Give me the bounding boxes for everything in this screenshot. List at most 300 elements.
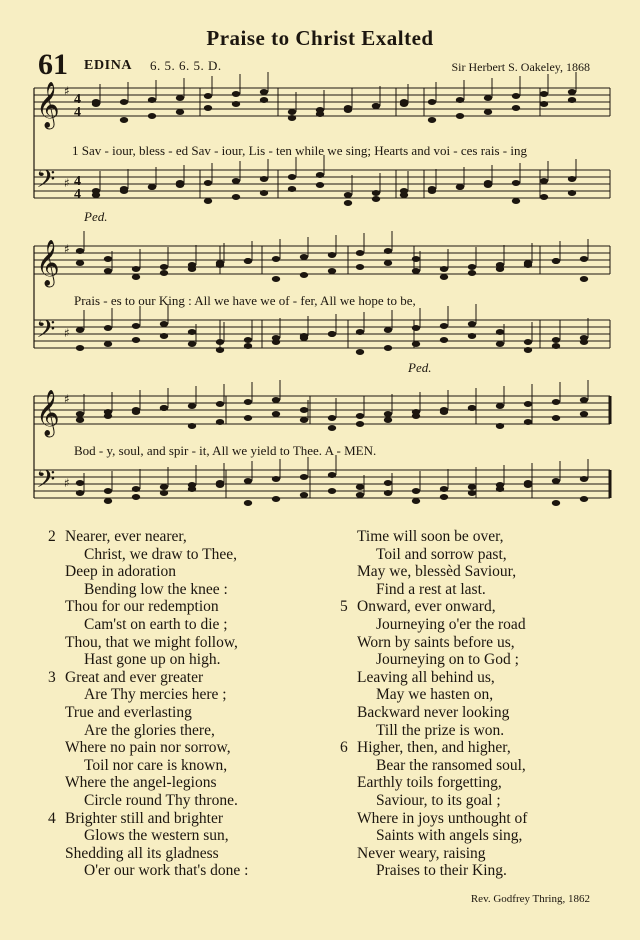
note-head — [120, 188, 128, 194]
treble-clef-icon: 𝄞 — [36, 82, 60, 128]
note-head — [188, 341, 196, 347]
verse-line — [340, 546, 600, 564]
sharp-icon: ♯ — [64, 84, 70, 98]
verse-line — [48, 616, 328, 634]
note-head — [244, 415, 252, 421]
note-head — [76, 480, 84, 486]
note-head — [552, 399, 560, 405]
note-head — [300, 272, 308, 278]
lyric-line-1: 1 Sav - iour, bless - ed Sav - iour, Lis - ten while we sing; Hearts and voi - ces rais - ing — [72, 143, 527, 158]
note-head — [456, 113, 464, 119]
note-head — [272, 476, 280, 482]
verse-line — [340, 651, 600, 669]
note-head — [188, 403, 196, 409]
note-head — [580, 411, 588, 417]
verse-text: Deep in adoration — [65, 563, 177, 581]
verse-line — [48, 739, 328, 757]
verse-text: Where in joys unthought of — [357, 809, 528, 827]
note-head — [76, 490, 84, 496]
note-head — [104, 413, 112, 419]
note-head — [356, 250, 364, 256]
note-head — [580, 339, 588, 345]
verse-text: Saviour, to its goal ; — [376, 791, 501, 809]
note-head — [356, 264, 364, 270]
verse-line — [48, 845, 328, 863]
verse-text: O'er our work that's done : — [84, 862, 249, 880]
note-head — [496, 423, 504, 429]
verse-text: May we hasten on, — [376, 686, 494, 704]
note-head — [76, 260, 84, 266]
note-head — [260, 190, 268, 196]
note-head — [356, 413, 364, 419]
verse-line — [340, 739, 600, 757]
note-head — [328, 488, 336, 494]
verse-line — [340, 810, 600, 828]
note-head — [176, 180, 184, 186]
note-head — [188, 329, 196, 335]
note-head — [552, 258, 560, 264]
time-signature-top: 4 — [74, 92, 81, 107]
verse-text: Nearer, ever nearer, — [65, 528, 187, 545]
verses-right-column — [340, 528, 600, 880]
verse-text: Toil and sorrow past, — [376, 545, 507, 563]
note-head — [372, 190, 380, 196]
note-head — [328, 268, 336, 274]
verse-line — [48, 669, 328, 687]
note-head — [356, 349, 364, 355]
note-head — [580, 397, 588, 403]
note-head — [104, 325, 112, 331]
verse-number: 6 — [340, 739, 348, 757]
note-head — [524, 347, 532, 353]
note-head — [412, 341, 420, 347]
note-head — [540, 91, 548, 97]
sharp-icon: ♯ — [64, 242, 70, 256]
note-head — [188, 423, 196, 429]
verse-text: Leaving all behind us, — [357, 668, 495, 686]
verses-left-column — [48, 528, 328, 880]
note-head — [204, 93, 212, 99]
time-signature-bottom: 4 — [74, 105, 81, 120]
note-head — [568, 190, 576, 196]
note-head — [288, 186, 296, 192]
verse-text: Time will soon be over, — [357, 528, 504, 545]
note-head — [384, 417, 392, 423]
note-head — [120, 99, 128, 105]
note-head — [524, 262, 532, 268]
note-head — [372, 103, 380, 109]
note-head — [456, 97, 464, 103]
note-head — [344, 107, 352, 113]
note-head — [160, 321, 168, 327]
verse-text: Backward never looking — [357, 703, 510, 721]
note-head — [272, 339, 280, 345]
note-head — [468, 484, 476, 490]
verse-line — [48, 862, 328, 880]
verse-text: Worn by saints before us, — [357, 633, 515, 651]
verse-line — [48, 563, 328, 581]
verse-line — [48, 810, 328, 828]
note-head — [412, 256, 420, 262]
note-head — [232, 194, 240, 200]
note-head — [260, 89, 268, 95]
note-head — [244, 500, 252, 506]
note-head — [384, 480, 392, 486]
note-head — [244, 337, 252, 343]
note-head — [120, 117, 128, 123]
verse-line — [340, 598, 600, 616]
note-head — [160, 333, 168, 339]
verse-line — [340, 563, 600, 581]
verse-line — [48, 704, 328, 722]
note-head — [568, 97, 576, 103]
note-head — [132, 409, 140, 415]
verse-line — [340, 686, 600, 704]
note-head — [104, 488, 112, 494]
note-head — [76, 327, 84, 333]
note-head — [580, 256, 588, 262]
verse-text: Hast gone up on high. — [84, 651, 221, 669]
verse-line — [340, 845, 600, 863]
verse-text: Journeying o'er the road — [376, 615, 526, 633]
note-head — [384, 490, 392, 496]
note-head — [104, 341, 112, 347]
sharp-icon: ♯ — [64, 176, 70, 190]
verse-text: Find a rest at last. — [376, 580, 486, 598]
note-head — [188, 486, 196, 492]
note-head — [132, 337, 140, 343]
note-head — [580, 276, 588, 282]
note-head — [496, 486, 504, 492]
author-credit: Rev. Godfrey Thring, 1862 — [470, 893, 590, 905]
note-head — [272, 496, 280, 502]
verse-text: Great and ever greater — [65, 668, 204, 686]
note-head — [384, 327, 392, 333]
note-head — [580, 476, 588, 482]
lyric-line-2: Prais - es to our King : All we have we of - fer, All we hope to be, — [74, 293, 416, 308]
note-head — [384, 345, 392, 351]
note-head — [132, 494, 140, 500]
note-head — [440, 486, 448, 492]
verse-line — [48, 634, 328, 652]
verse-text: Are the glories there, — [84, 721, 215, 739]
verse-text: Onward, ever onward, — [357, 598, 496, 616]
note-head — [160, 490, 168, 496]
verse-line — [48, 546, 328, 564]
verse-text: Higher, then, and higher, — [357, 739, 511, 757]
note-head — [132, 486, 140, 492]
note-head — [468, 321, 476, 327]
note-head — [76, 248, 84, 254]
note-head — [132, 274, 140, 280]
pedal-mark: Ped. — [84, 209, 108, 224]
verse-number: 3 — [48, 668, 56, 686]
verse-text: Praises to their King. — [376, 862, 507, 880]
note-head — [316, 172, 324, 178]
note-head — [160, 264, 168, 270]
verse-text: True and everlasting — [65, 703, 192, 721]
note-head — [244, 478, 252, 484]
note-head — [272, 411, 280, 417]
note-head — [132, 323, 140, 329]
note-head — [540, 178, 548, 184]
verse-text: Bending low the knee : — [84, 580, 228, 598]
verse-number: 2 — [48, 528, 56, 545]
verse-line — [48, 598, 328, 616]
note-head — [92, 99, 100, 105]
note-head — [552, 478, 560, 484]
note-head — [440, 274, 448, 280]
note-head — [552, 343, 560, 349]
verse-text: Christ, we draw to Thee, — [84, 545, 237, 563]
verse-text: Thou, that we might follow, — [65, 633, 238, 651]
verse-line — [48, 757, 328, 775]
note-head — [580, 496, 588, 502]
note-head — [148, 184, 156, 190]
verse-line — [48, 827, 328, 845]
note-head — [524, 339, 532, 345]
verse-line — [340, 634, 600, 652]
verse-text: Toil nor care is known, — [84, 756, 228, 774]
verse-text: Never weary, raising — [357, 844, 486, 862]
bass-clef-icon: 𝄢 — [36, 165, 56, 200]
note-head — [524, 401, 532, 407]
note-head — [468, 264, 476, 270]
note-head — [148, 113, 156, 119]
verse-text: Circle round Thy throne. — [84, 791, 238, 809]
note-head — [468, 333, 476, 339]
note-head — [104, 498, 112, 504]
verse-line — [340, 757, 600, 775]
note-head — [440, 266, 448, 272]
note-head — [356, 421, 364, 427]
time-signature-top: 4 — [74, 174, 81, 189]
sharp-icon: ♯ — [64, 392, 70, 406]
note-head — [300, 407, 308, 413]
note-head — [412, 498, 420, 504]
note-head — [356, 484, 364, 490]
hymn-title: Praise to Christ Exalted — [206, 26, 434, 50]
note-head — [216, 401, 224, 407]
note-head — [260, 97, 268, 103]
note-head — [456, 184, 464, 190]
verse-text: Where the angel-legions — [65, 774, 217, 792]
note-head — [400, 192, 408, 198]
verse-line — [48, 686, 328, 704]
verse-line — [340, 528, 600, 546]
verse-line — [48, 651, 328, 669]
note-head — [496, 403, 504, 409]
verse-line — [340, 616, 600, 634]
note-head — [428, 117, 436, 123]
verse-text: Where no pain nor sorrow, — [65, 739, 231, 757]
verse-text: Shedding all its gladness — [65, 844, 219, 862]
note-head — [244, 399, 252, 405]
note-head — [540, 194, 548, 200]
note-head — [176, 95, 184, 101]
note-head — [272, 276, 280, 282]
note-head — [512, 105, 520, 111]
note-head — [384, 248, 392, 254]
note-head — [512, 93, 520, 99]
note-head — [328, 415, 336, 421]
composer-credit: Sir Herbert S. Oakeley, 1868 — [451, 60, 590, 74]
verse-line — [48, 792, 328, 810]
note-head — [524, 419, 532, 425]
verse-line — [340, 722, 600, 740]
note-head — [232, 101, 240, 107]
tune-name: EDINA — [84, 58, 133, 73]
note-head — [104, 268, 112, 274]
note-head — [204, 180, 212, 186]
note-head — [412, 413, 420, 419]
verse-text: Earthly toils forgetting, — [357, 774, 502, 792]
verse-line — [340, 862, 600, 880]
note-head — [328, 425, 336, 431]
verse-line — [48, 774, 328, 792]
note-head — [160, 484, 168, 490]
note-head — [160, 405, 168, 411]
note-head — [440, 337, 448, 343]
note-head — [400, 99, 408, 105]
verse-line — [48, 722, 328, 740]
note-head — [428, 188, 436, 194]
verse-text: Cam'st on earth to die ; — [84, 615, 228, 633]
time-signature-bottom: 4 — [74, 187, 81, 202]
hymn-number: 61 — [38, 48, 68, 81]
verse-line — [48, 581, 328, 599]
treble-clef-icon: 𝄞 — [36, 240, 60, 286]
verse-text: Bear the ransomed soul, — [376, 756, 526, 774]
note-head — [328, 472, 336, 478]
verse-line — [340, 774, 600, 792]
note-head — [384, 260, 392, 266]
note-head — [440, 494, 448, 500]
note-head — [76, 417, 84, 423]
note-head — [468, 270, 476, 276]
lyric-line-3: Bod - y, soul, and spir - it, All we yield to Thee. A - MEN. — [74, 443, 377, 458]
note-head — [484, 95, 492, 101]
note-head — [440, 323, 448, 329]
note-head — [344, 192, 352, 198]
verse-text: Thou for our redemption — [65, 598, 219, 616]
note-head — [512, 198, 520, 204]
note-head — [496, 329, 504, 335]
note-head — [316, 111, 324, 117]
note-head — [468, 490, 476, 496]
note-head — [512, 180, 520, 186]
note-head — [384, 411, 392, 417]
verse-line — [48, 528, 328, 546]
note-head — [188, 266, 196, 272]
note-head — [272, 397, 280, 403]
verse-line — [340, 792, 600, 810]
note-head — [328, 252, 336, 258]
note-head — [568, 176, 576, 182]
note-head — [440, 409, 448, 415]
note-head — [540, 101, 548, 107]
note-head — [216, 419, 224, 425]
treble-clef-icon: 𝄞 — [36, 390, 60, 436]
note-head — [412, 325, 420, 331]
bass-clef-icon: 𝄢 — [36, 465, 56, 500]
note-head — [148, 97, 156, 103]
meter: 6. 5. 6. 5. D. — [150, 58, 222, 73]
note-head — [300, 417, 308, 423]
verse-number: 4 — [48, 809, 56, 827]
note-head — [344, 200, 352, 206]
note-head — [484, 109, 492, 115]
sharp-icon: ♯ — [64, 476, 70, 490]
note-head — [288, 115, 296, 121]
note-head — [104, 256, 112, 262]
verse-line — [340, 669, 600, 687]
note-head — [288, 174, 296, 180]
note-head — [552, 500, 560, 506]
note-head — [356, 329, 364, 335]
note-head — [496, 341, 504, 347]
verse-text: Brighter still and brighter — [65, 809, 223, 827]
note-head — [76, 411, 84, 417]
bass-clef-icon: 𝄢 — [36, 315, 56, 350]
note-head — [524, 482, 532, 488]
note-head — [496, 266, 504, 272]
note-head — [484, 180, 492, 186]
verse-line — [340, 827, 600, 845]
note-head — [328, 331, 336, 337]
note-head — [232, 178, 240, 184]
note-head — [244, 258, 252, 264]
pedal-mark: Ped. — [408, 360, 432, 375]
note-head — [288, 109, 296, 115]
note-head — [372, 196, 380, 202]
note-head — [412, 488, 420, 494]
note-head — [204, 105, 212, 111]
note-head — [428, 99, 436, 105]
verse-text: Are Thy mercies here ; — [84, 686, 227, 704]
note-head — [132, 266, 140, 272]
verse-text: May we, blessèd Saviour, — [357, 563, 517, 581]
note-head — [300, 254, 308, 260]
note-head — [260, 176, 268, 182]
note-head — [552, 415, 560, 421]
sharp-icon: ♯ — [64, 326, 70, 340]
verse-text: Saints with angels sing, — [376, 827, 523, 845]
note-head — [204, 198, 212, 204]
verse-text: Journeying on to God ; — [376, 651, 519, 669]
note-head — [568, 89, 576, 95]
note-head — [300, 492, 308, 498]
note-head — [356, 492, 364, 498]
note-head — [412, 268, 420, 274]
note-head — [300, 335, 308, 341]
verse-line — [340, 704, 600, 722]
note-head — [552, 337, 560, 343]
verse-number: 5 — [340, 598, 348, 616]
note-head — [468, 405, 476, 411]
note-head — [300, 474, 308, 480]
note-head — [160, 270, 168, 276]
verse-text: Till the prize is won. — [376, 721, 505, 739]
verse-line — [340, 581, 600, 599]
note-head — [176, 109, 184, 115]
note-head — [316, 182, 324, 188]
note-head — [272, 256, 280, 262]
verse-text: Glows the western sun, — [84, 827, 229, 845]
note-head — [76, 345, 84, 351]
note-head — [92, 192, 100, 198]
note-head — [216, 482, 224, 488]
